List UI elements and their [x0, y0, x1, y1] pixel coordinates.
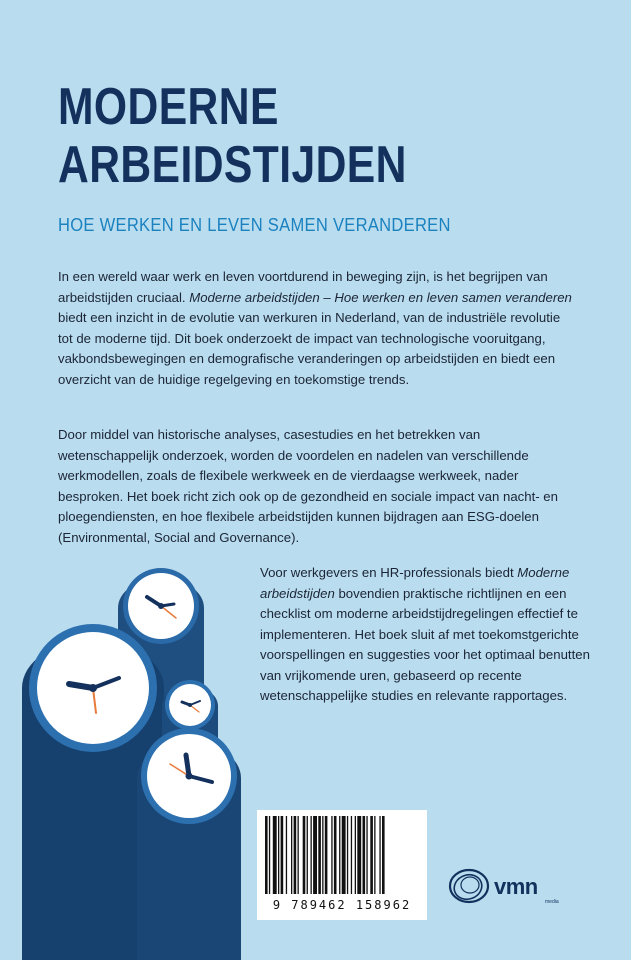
- barcode-bar: [347, 816, 348, 894]
- blurb-paragraph-1: [58, 267, 578, 390]
- blurb-paragraph-3: [260, 563, 590, 707]
- barcode-bar: [342, 816, 346, 894]
- blurb-text: Voor werkgevers en HR-professionals biedt: [260, 565, 518, 580]
- blurb-emphasis: Moderne arbeidstijden – Hoe werken en leven samen veranderen: [189, 289, 572, 305]
- barcode-bar: [325, 816, 328, 894]
- barcode-bar: [351, 816, 352, 894]
- blurb-text: biedt een inzicht in de evolutie van werkuren in Nederland, van de industriële revolutie tot de moderne tijd. Dit boek onderzoekt de impact van technologische vooruitgang, vakbondsbewegingen en demografische veranderingen op arbeidstijden en biedt een overzicht van de huidige regelgeving en toekomstige trends.: [58, 310, 561, 387]
- barcode-bar: [311, 816, 312, 894]
- barcode-bar: [374, 816, 375, 894]
- barcode-bar: [322, 816, 323, 894]
- isbn-number: 9 789462 158962: [272, 898, 412, 912]
- barcode-bar: [273, 816, 277, 894]
- barcode-bar: [303, 816, 306, 894]
- vmn-logo-icon: [446, 866, 492, 906]
- barcode-bar: [379, 816, 380, 894]
- barcode-bar: [286, 816, 287, 894]
- clock-pillars-illustration: [0, 560, 260, 960]
- clock-icon: [29, 624, 157, 752]
- barcode-bar: [313, 816, 317, 894]
- barcode-bar: [334, 816, 337, 894]
- blurb-paragraph-2: Door middel van historische analyses, casestudies en het betrekken van wetenschappelijk onderzoek, worden de voordelen en nadelen van verschillende werkmodellen, zoals de flexibele werkweek en de vierdaagse werkweek, nader besproken. Het boek richt zich ook op de gezondheid en sociale impact van nacht- en ploegendiensten, en hoe flexibele arbeidstijden kunnen bijdragen aan ESG-doelen (Environmental, Social and Governance).: [58, 427, 558, 545]
- barcode-bar: [339, 816, 340, 894]
- clock-icon: [165, 680, 215, 730]
- barcode-bar: [298, 816, 299, 894]
- barcode-bar: [357, 816, 361, 894]
- barcode-bar: [291, 816, 292, 894]
- barcode-bar: [363, 816, 366, 894]
- barcode-bar: [355, 816, 356, 894]
- barcode-bar: [331, 816, 332, 894]
- barcode-bars: [263, 816, 421, 896]
- publisher-name: vmn: [494, 874, 538, 899]
- blurb-text: bovendien praktische richtlijnen en een checklist om moderne arbeidstijdregelingen effectief te implementeren. Het boek sluit af met toekomstgerichte voorspellingen en suggesties voor het optimaal benutten van vrijkomende uren, gebaseerd op recente wetenschappelijke studies en relevante rapportages.: [260, 585, 590, 703]
- title-line-1: MODERNE: [58, 78, 279, 136]
- barcode-bar: [294, 816, 297, 894]
- barcode-bar: [318, 816, 321, 894]
- book-subtitle: HOE WERKEN EN LEVEN SAMEN VERANDEREN: [58, 215, 451, 235]
- book-title: [58, 78, 484, 194]
- publisher-sub: media: [545, 899, 559, 905]
- title-line-2: ARBEIDSTIJDEN: [58, 136, 407, 194]
- clock-icon: [141, 728, 237, 824]
- barcode-bar: [269, 816, 270, 894]
- barcode-bar: [281, 816, 284, 894]
- barcode-bar: [265, 816, 268, 894]
- clock-icon: [123, 568, 199, 644]
- barcode-bar: [366, 816, 367, 894]
- blurb-text: In een wereld waar werk en leven voortdurend in beweging zijn, is het begrijpen van arbeidstijden cruciaal.: [58, 269, 548, 305]
- barcode: [257, 810, 427, 920]
- blurb-emphasis: Moderne arbeidstijden: [260, 565, 570, 601]
- barcode-bar: [307, 816, 308, 894]
- barcode-bar: [382, 816, 385, 894]
- barcode-bar: [278, 816, 279, 894]
- barcode-bar: [370, 816, 373, 894]
